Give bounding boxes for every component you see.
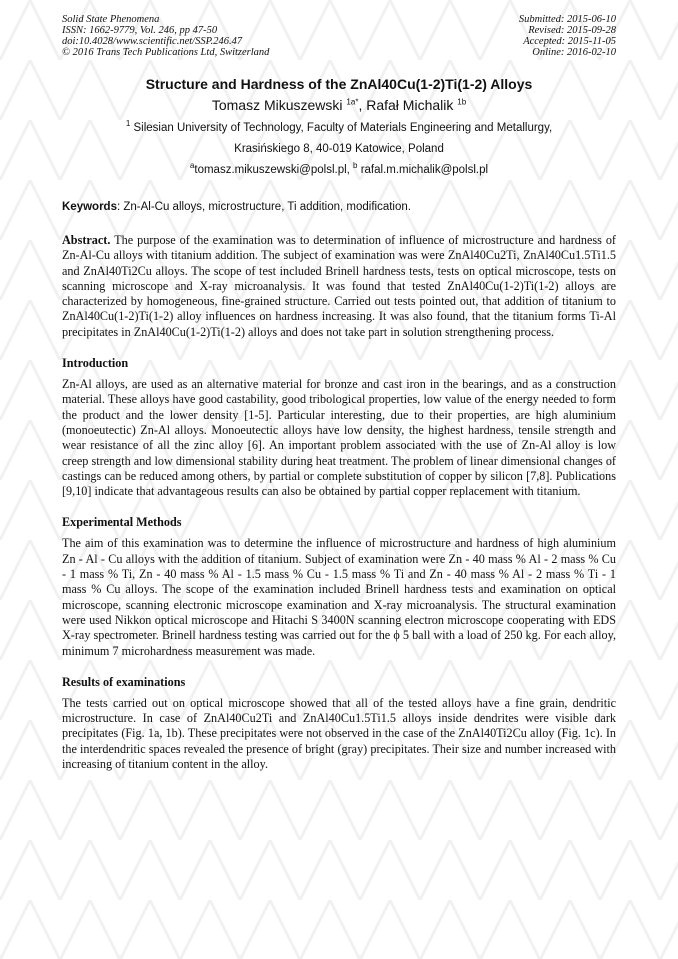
online-date: Online: 2016-02-10 xyxy=(532,47,616,58)
email-mark: a xyxy=(189,161,195,171)
abstract xyxy=(62,233,616,340)
paper-title: Structure and Hardness of the ZnAl40Cu(1-2)Ti(1-2) Alloys xyxy=(145,76,533,92)
publication-dates xyxy=(519,14,616,58)
affiliation-line: $^1$ Silesian University of Technology, Faculty of Materials Engineering and Metallurgy, xyxy=(125,119,553,134)
author-separator: , xyxy=(358,97,367,113)
results-paragraph: The tests carried out on optical microscope showed that all of the tested alloys have a fine grain, dendritic microstructure. In case of ZnAl40Cu2Ti and ZnAl40Cu1.5Ti1.5 alloys inside dendrites were visible dark precipitates (Fig. 1a, 1b). These precipitates were not observed in the case of the ZnAl40Ti2Cu alloy (Fig. 1c). In the interdendritic spaces revealed the presence of bright (gray) precipitates. Their size and number increased with increasing of titanium content in the alloy. xyxy=(62,695,616,772)
author-affiliation-mark: 1b xyxy=(457,97,467,107)
keywords-label: Keywords xyxy=(62,201,117,213)
submitted-date: Submitted: 2015-06-10 xyxy=(518,14,616,25)
accepted-date: Accepted: 2015-11-05 xyxy=(523,36,616,47)
issn: ISSN: 1662-9779, Vol. 246, pp 47-50 xyxy=(62,25,218,36)
author-name: Tomasz Mikuszewski xyxy=(211,97,343,113)
abstract-label: Abstract. xyxy=(62,233,111,247)
email-link[interactable]: rafal.m.michalik@polsl.pl xyxy=(360,164,489,176)
author-name: Rafał Michalik xyxy=(366,97,454,113)
journal-name: Solid State Phenomena xyxy=(62,14,160,25)
publication-header xyxy=(62,14,616,58)
email-link[interactable]: tomasz.mikuszewski@polsl.pl, xyxy=(194,164,354,176)
copyright: © 2016 Trans Tech Publications Ltd, Switzerland xyxy=(62,47,270,58)
author-emails xyxy=(62,160,616,181)
affiliation-block xyxy=(62,118,616,181)
doi: doi:10.4028/www.scientific.net/SSP.246.47 xyxy=(62,36,243,47)
publication-info xyxy=(62,14,269,58)
affiliation-address: Krasińskiego 8, 40-019 Katowice, Poland xyxy=(234,143,444,155)
introduction-paragraph: Zn-Al alloys, are used as an alternative material for bronze and cast iron in the bearings, and as a construction material. These alloys have good castability, good tribological properties, low value of the energy needed to form the product and the lower density [1-5]. Particular interesting, due to their properties, are high aluminium (monoeutectic) Zn-Al alloys. Monoeutectic alloys have low density, the highest hardness, tensile strength and wear resistance of all the zinc alloy [6]. An important problem associated with the use of Zn-Al alloy is low creep strength and low dimensional stability during heat treatment. The problem of linear dimensional changes of castings can be reduced among others, by partial or complete substitution of copper by silicon [7,8]. Publications [9,10] indicate that advantageous results can also be obtained by partial copper replacement with titanium. xyxy=(62,377,616,499)
keywords xyxy=(62,201,616,213)
keywords-text: : Zn-Al-Cu alloys, microstructure, Ti addition, modification. xyxy=(116,201,411,213)
author-affiliation-mark: 1a* xyxy=(346,97,359,107)
email-mark: b xyxy=(353,161,358,171)
section-heading-results: Results of examinations xyxy=(62,674,186,689)
author-list xyxy=(62,97,616,113)
revised-date: Revised: 2015-09-28 xyxy=(528,25,616,36)
section-heading-introduction: Introduction xyxy=(62,356,129,371)
abstract-text: The purpose of the examination was to determination of influence of microstructure and hardness of Zn-Al-Cu alloys with titanium addition. The subject of examination was were ZnAl40Cu2Ti, ZnAl40Cu1.5Ti1.5 and ZnAl40Ti2Cu alloys. The scope of test included Brinell hardness tests, tests on optical microscope, tests on scanning microscope and X-ray microanalysis. It was found that tested ZnAl40Cu(1-2)Ti(1-2) alloys are characterized by homogeneous, fine-grained structure. Carried out tests pointed out, that addition of titanium to ZnAl40Cu(1-2)Ti(1-2) alloy influences on hardness increasing. It was also found, that the titanium forms Ti-Al precipitates in ZnAl40Cu(1-2)Ti(1-2) alloys and does not take part in solution strengthening process. xyxy=(62,233,616,339)
section-heading-methods: Experimental Methods xyxy=(62,515,182,530)
methods-paragraph: The aim of this examination was to determine the influence of microstructure and hardness of high aluminium Zn - Al - Cu alloys with the addition of titanium. Subject of examination were Zn - 40 mass % Al - 2 mass % Cu - 1 mass % Ti, Zn - 40 mass % Al - 1.5 mass % Cu - 1.5 mass % Ti and Zn - 40 mass % Al - 2 mass % Ti - 1 mass % Cu alloys. The scope of the examination included Brinell hardness tests and examination on optical microscope, scanning electronic microscope examination and X-ray microanalysis. The structural examination were used Nikkon optical microscope and Hitachi S 3400N scanning electron microscope cooperating with EDS X-ray spectrometer. Brinell hardness testing was carried out for the ϕ 5 ball with a load of 250 kg. For each alloy, minimum 7 microhardness measurement was made. xyxy=(62,536,616,658)
affiliation-mark: 1 xyxy=(125,119,131,129)
